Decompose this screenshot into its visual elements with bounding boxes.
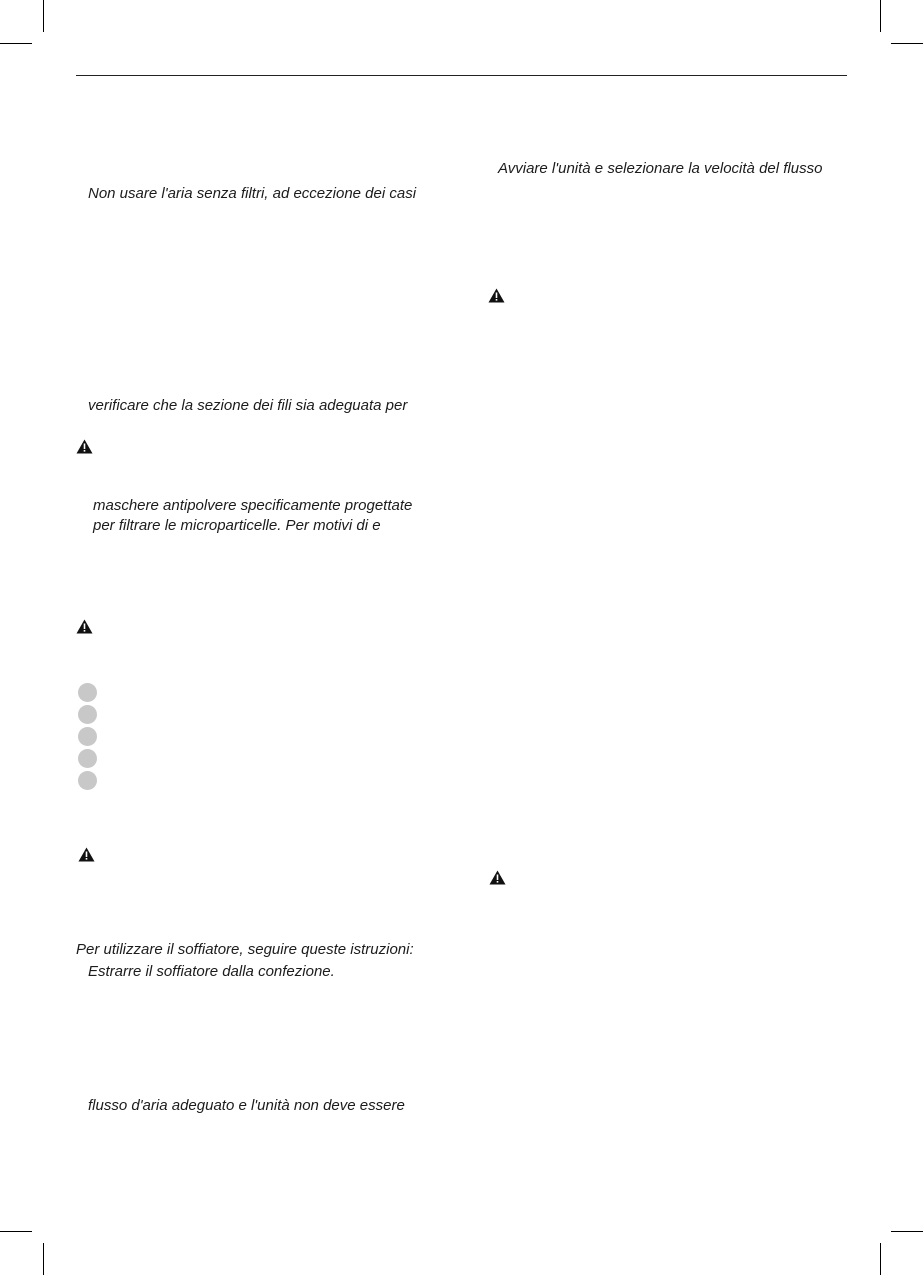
bullet-circle-icon <box>78 749 97 768</box>
crop-mark-bottom-right-v <box>880 1243 881 1275</box>
warning-triangle-icon <box>76 619 93 634</box>
warning-triangle-icon <box>488 288 505 303</box>
right-text-start-unit: Avviare l'unità e selezionare la velocità del flusso <box>498 160 823 177</box>
left-text-airflow: flusso d'aria adeguato e l'unità non deve essere <box>88 1097 405 1114</box>
warning-triangle-icon <box>76 439 93 454</box>
bullet-circle-icon <box>78 705 97 724</box>
crop-mark-top-left-h <box>0 43 32 44</box>
bullet-circle-icon <box>78 727 97 746</box>
header-rule <box>76 75 847 76</box>
warning-triangle-icon <box>78 847 95 862</box>
left-text-wire-section: verificare che la sezione dei fili sia adeguata per <box>88 397 408 414</box>
bullet-circle-icon <box>78 683 97 702</box>
left-text-no-unfiltered-air: Non usare l'aria senza filtri, ad eccezione dei casi <box>88 185 417 202</box>
crop-mark-bottom-right-h <box>891 1231 923 1232</box>
left-text-microparticles: per filtrare le microparticelle. Per motivi di e <box>93 517 381 534</box>
left-text-dust-masks: maschere antipolvere specificamente progettate <box>93 497 413 514</box>
warning-triangle-icon <box>489 870 506 885</box>
left-text-instructions-intro: Per utilizzare il soffiatore, seguire queste istruzioni: <box>76 941 414 958</box>
crop-mark-top-right-v <box>880 0 881 32</box>
left-text-step-1: Estrarre il soffiatore dalla confezione. <box>88 963 335 980</box>
crop-mark-top-right-h <box>891 43 923 44</box>
crop-mark-bottom-left-v <box>43 1243 44 1275</box>
crop-mark-top-left-v <box>43 0 44 32</box>
bullet-circle-icon <box>78 771 97 790</box>
crop-mark-bottom-left-h <box>0 1231 32 1232</box>
